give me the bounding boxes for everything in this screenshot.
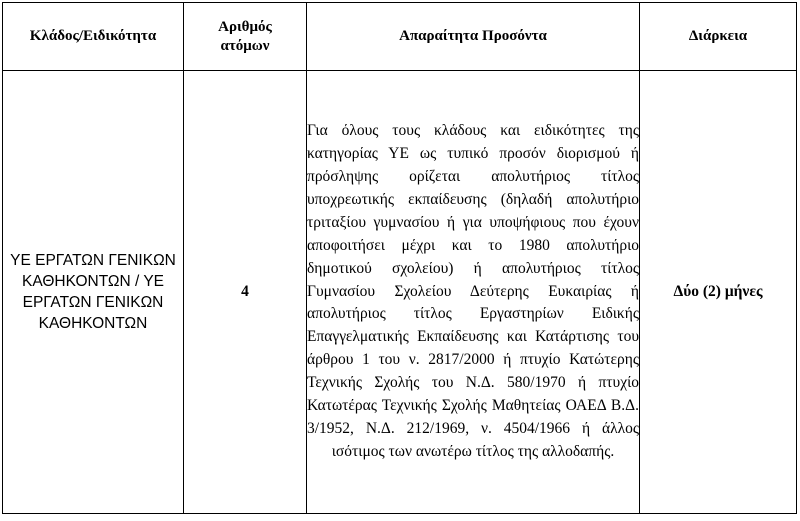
table-row xyxy=(3,71,797,514)
cell-qualifications xyxy=(307,71,640,514)
header-count xyxy=(184,3,307,71)
header-qualifications: Απαραίτητα Προσόντα xyxy=(307,3,640,71)
header-count-line1: Αριθμός xyxy=(218,18,272,35)
header-duration: Διάρκεια xyxy=(640,3,797,71)
table-header-row xyxy=(3,3,797,71)
cell-count: 4 xyxy=(184,71,307,514)
cell-specialty: ΥΕ ΕΡΓΑΤΩΝ ΓΕΝΙΚΩΝ ΚΑΘΗΚΟΝΤΩΝ / ΥΕ ΕΡΓΑΤΩΝ ΓΕΝΙΚΩΝ ΚΑΘΗΚΟΝΤΩΝ xyxy=(3,71,184,514)
positions-table xyxy=(2,2,797,514)
header-count-line2: ατόμων xyxy=(220,37,270,54)
cell-duration: Δύο (2) μήνες xyxy=(640,71,797,514)
qualifications-text: Για όλους τους κλάδους και ειδικότητες της κατηγορίας ΥΕ ως τυπικό προσόν διορισμού ή πρόσληψης ορίζεται απολυτήριος τίτλος υποχρεωτικής εκπαίδευσης (δηλαδή απολυτήριο τριταξίου γυμνασίου ή για υποψήφιους που έχουν αποφοιτήσει μέχρι και το 1980 απολυτήριο δημοτικού σχολείου) ή απολυτήριος τίτλος Γυμνασίου Σχολείου Δεύτερης Ευκαιρίας ή απολυτήριος τίτλος Εργαστηρίων Ειδικής Επαγγελματικής Εκπαίδευσης και Κατάρτισης του άρθρου 1 του ν. 2817/2000 ή πτυχίο Κατώτερης Τεχνικής Σχολής του Ν.Δ. 580/1970 ή πτυχίο Κατωτέρας Τεχνικής Σχολής Μαθητείας ΟΑΕΔ Β.Δ. 3/1952, Ν.Δ. 212/1969, ν. 4504/1966 ή άλλος ισότιμος των ανωτέρω τίτλος της αλλοδαπής. xyxy=(307,122,639,460)
header-specialty: Κλάδος/Ειδικότητα xyxy=(3,3,184,71)
